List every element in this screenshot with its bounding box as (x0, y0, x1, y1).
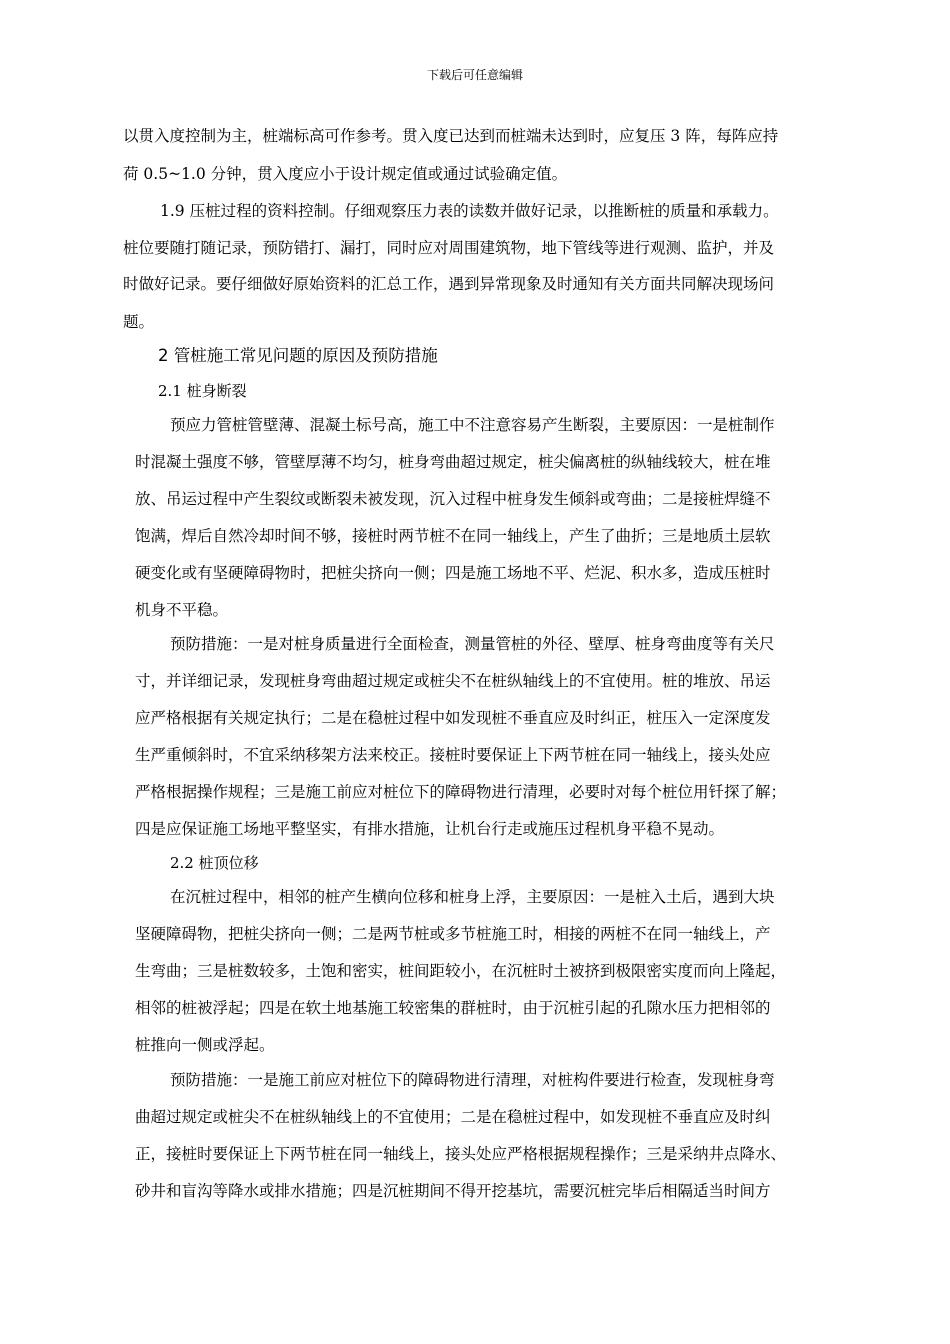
paragraph-line: 题。 (123, 313, 155, 331)
subsection-heading: 2.2 桩顶位移 (170, 854, 259, 872)
paragraph-line: 荷 0.5~1.0 分钟，贯入度应小于设计规定值或通过试验确定值。 (123, 165, 568, 183)
paragraph-line: 预应力管桩管壁薄、混凝土标号高，施工中不注意容易产生断裂，主要原因：一是桩制作 (170, 416, 775, 434)
paragraph-line: 相邻的桩被浮起；四是在软土地基施工较密集的群桩时，由于沉桩引起的孔隙水压力把相邻的 (135, 999, 771, 1017)
paragraph-line: 预防措施：一是施工前应对桩位下的障碍物进行清理，对桩构件要进行检查，发现桩身弯 (170, 1071, 775, 1089)
paragraph-line: 机身不平稳。 (135, 601, 229, 619)
paragraph-line: 饱满，焊后自然冷却时间不够，接桩时两节桩不在同一轴线上，产生了曲折；三是地质土层软 (135, 527, 771, 545)
page-header: 下载后可任意编辑 (426, 68, 523, 82)
paragraph-line: 时混凝土强度不够，管壁厚薄不均匀，桩身弯曲超过规定，桩尖偏离桩的纵轴线较大，桩在堆 (135, 453, 771, 471)
paragraph-line: 时做好记录。要仔细做好原始资料的汇总工作，遇到异常现象及时通知有关方面共同解决现场问 (123, 275, 775, 293)
paragraph-line: 桩位要随打随记录，预防错打、漏打，同时应对周围建筑物，地下管线等进行观测、监护，并及 (123, 239, 775, 257)
paragraph-line: 1.9 压桩过程的资料控制。仔细观察压力表的读数并做好记录，以推断桩的质量和承载力。 (160, 202, 779, 220)
paragraph-line: 应严格根据有关规定执行；二是在稳桩过程中如发现桩不垂直应及时纠正，桩压入一定深度发 (135, 709, 771, 727)
paragraph-line: 在沉桩过程中，相邻的桩产生横向位移和桩身上浮，主要原因：一是桩入土后，遇到大块 (170, 888, 775, 906)
section-heading: 2 管桩施工常见问题的原因及预防措施 (158, 346, 438, 365)
paragraph-line: 坚硬障碍物，把桩尖挤向一侧；二是两节桩或多节桩施工时，相接的两桩不在同一轴线上，产 (135, 925, 771, 943)
paragraph-line: 桩推向一侧或浮起。 (135, 1036, 275, 1054)
paragraph-line: 生严重倾斜时，不宜采纳移架方法来校正。接桩时要保证上下两节桩在同一轴线上，接头处应 (135, 746, 771, 764)
paragraph-line: 以贯入度控制为主，桩端标高可作参考。贯入度已达到而桩端未达到时，应复压 3 阵，每阵应持 (123, 127, 779, 145)
paragraph-line: 寸，并详细记录，发现桩身弯曲超过规定或桩尖不在桩纵轴线上的不宜使用。桩的堆放、吊运 (135, 672, 771, 690)
paragraph-line: 砂井和盲沟等降水或排水措施；四是沉桩期间不得开挖基坑，需要沉桩完毕后相隔适当时间方 (135, 1182, 771, 1200)
paragraph-line: 四是应保证施工场地平整坚实，有排水措施，让机台行走或施压过程机身平稳不晃动。 (135, 820, 725, 838)
paragraph-line: 放、吊运过程中产生裂纹或断裂未被发现，沉入过程中桩身发生倾斜或弯曲；二是接桩焊缝不 (135, 490, 771, 508)
paragraph-line: 严格根据操作规程；三是施工前应对桩位下的障碍物进行清理，必要时对每个桩位用钎探了解； (135, 783, 787, 801)
paragraph-line: 预防措施：一是对桩身质量进行全面检查，测量管桩的外径、壁厚、桩身弯曲度等有关尺 (170, 635, 775, 653)
paragraph-line: 生弯曲；三是桩数较多，土饱和密实，桩间距较小，在沉桩时土被挤到极限密实度而向上隆起， (135, 962, 787, 980)
paragraph-line: 曲超过规定或桩尖不在桩纵轴线上的不宜使用；二是在稳桩过程中，如发现桩不垂直应及时纠 (135, 1108, 771, 1126)
paragraph-line: 正，接桩时要保证上下两节桩在同一轴线上，接头处应严格根据规程操作；三是采纳井点降水、 (135, 1145, 787, 1163)
subsection-heading: 2.1 桩身断裂 (158, 382, 247, 400)
paragraph-line: 硬变化或有坚硬障碍物时，把桩尖挤向一侧；四是施工场地不平、烂泥、积水多，造成压桩时 (135, 564, 771, 582)
